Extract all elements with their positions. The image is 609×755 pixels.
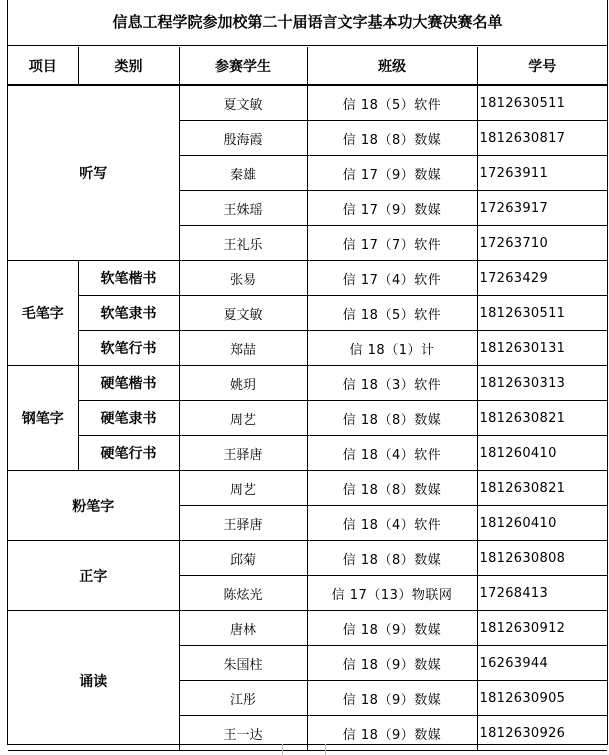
category-cell: 软笔楷书	[78, 261, 179, 296]
class-name: 信 18（4）软件	[307, 436, 477, 471]
student-name: 邱菊	[179, 541, 307, 576]
student-id: 1812630808	[477, 541, 607, 576]
student-id: 1812630511	[477, 296, 607, 331]
class-name: 信 17（4）软件	[307, 261, 477, 296]
student-name: 王驿唐	[179, 436, 307, 471]
student-name: 夏文敏	[179, 296, 307, 331]
student-name: 王驿唐	[179, 506, 307, 541]
student-name: 殷海霞	[179, 121, 307, 156]
finalist-table	[8, 47, 607, 751]
table-row	[8, 296, 607, 331]
student-id: 1812630131	[477, 331, 607, 366]
student-name: 唐林	[179, 611, 307, 646]
ruler-tick	[325, 744, 326, 755]
group-gangbi: 钢笔字	[8, 366, 78, 471]
class-name: 信 18（9）数媒	[307, 646, 477, 681]
class-name: 信 18（8）数媒	[307, 541, 477, 576]
document-sheet	[7, 0, 608, 745]
student-id: 1812630817	[477, 121, 607, 156]
student-name: 姚玥	[179, 366, 307, 401]
table-row	[8, 436, 607, 471]
class-name: 信 18（9）数媒	[307, 716, 477, 751]
student-name: 陈炫光	[179, 576, 307, 611]
header-project: 项目	[8, 47, 78, 85]
category-cell: 硬笔隶书	[78, 401, 179, 436]
student-id: 181260410	[477, 506, 607, 541]
class-name: 信 18（8）数媒	[307, 471, 477, 506]
class-name: 信 17（9）数媒	[307, 156, 477, 191]
student-name: 秦雄	[179, 156, 307, 191]
table-row	[8, 611, 607, 646]
class-name: 信 18（4）软件	[307, 506, 477, 541]
student-name: 周艺	[179, 401, 307, 436]
student-id: 1812630313	[477, 366, 607, 401]
table-row	[8, 471, 607, 506]
student-id: 17263917	[477, 191, 607, 226]
category-cell: 硬笔楷书	[78, 366, 179, 401]
group-fenbi: 粉笔字	[8, 471, 179, 541]
document-title: 信息工程学院参加校第二十届语言文字基本功大赛决赛名单	[8, 0, 607, 46]
group-songdu: 诵读	[8, 611, 179, 751]
student-id: 1812630511	[477, 85, 607, 121]
student-id: 181260410	[477, 436, 607, 471]
table-row	[8, 85, 607, 121]
category-cell: 软笔隶书	[78, 296, 179, 331]
table-row	[8, 366, 607, 401]
student-name: 王一达	[179, 716, 307, 751]
student-name: 江彤	[179, 681, 307, 716]
class-name: 信 17（13）物联网	[307, 576, 477, 611]
student-id: 1812630912	[477, 611, 607, 646]
student-id: 1812630926	[477, 716, 607, 751]
student-id: 16263944	[477, 646, 607, 681]
student-id: 1812630821	[477, 401, 607, 436]
class-name: 信 17（9）数媒	[307, 191, 477, 226]
class-name: 信 18（9）数媒	[307, 681, 477, 716]
table-row	[8, 541, 607, 576]
student-name: 朱国柱	[179, 646, 307, 681]
group-zhengzi: 正字	[8, 541, 179, 611]
student-id: 17268413	[477, 576, 607, 611]
class-name: 信 18（9）数媒	[307, 611, 477, 646]
student-name: 张易	[179, 261, 307, 296]
class-name: 信 18（5）软件	[307, 85, 477, 121]
student-name: 郑喆	[179, 331, 307, 366]
student-id: 1812630905	[477, 681, 607, 716]
page-bottom-ruler	[7, 744, 608, 755]
student-name: 王礼乐	[179, 226, 307, 261]
table-row	[8, 401, 607, 436]
table-row	[8, 261, 607, 296]
student-name: 王姝瑶	[179, 191, 307, 226]
ruler-tick	[282, 744, 283, 755]
header-student-id: 学号	[477, 47, 607, 85]
group-maobi: 毛笔字	[8, 261, 78, 366]
group-tingxie: 听写	[8, 85, 179, 261]
student-id: 17263911	[477, 156, 607, 191]
class-name: 信 17（7）软件	[307, 226, 477, 261]
header-class: 班级	[307, 47, 477, 85]
class-name: 信 18（8）数媒	[307, 401, 477, 436]
student-id: 17263710	[477, 226, 607, 261]
student-name: 周艺	[179, 471, 307, 506]
student-id: 17263429	[477, 261, 607, 296]
student-name: 夏文敏	[179, 85, 307, 121]
student-id: 1812630821	[477, 471, 607, 506]
category-cell: 硬笔行书	[78, 436, 179, 471]
class-name: 信 18（5）软件	[307, 296, 477, 331]
category-cell: 软笔行书	[78, 331, 179, 366]
class-name: 信 18（1）计	[307, 331, 477, 366]
header-category: 类别	[78, 47, 179, 85]
class-name: 信 18（3）软件	[307, 366, 477, 401]
class-name: 信 18（8）数媒	[307, 121, 477, 156]
header-student: 参赛学生	[179, 47, 307, 85]
table-header-row	[8, 47, 607, 85]
table-row	[8, 331, 607, 366]
